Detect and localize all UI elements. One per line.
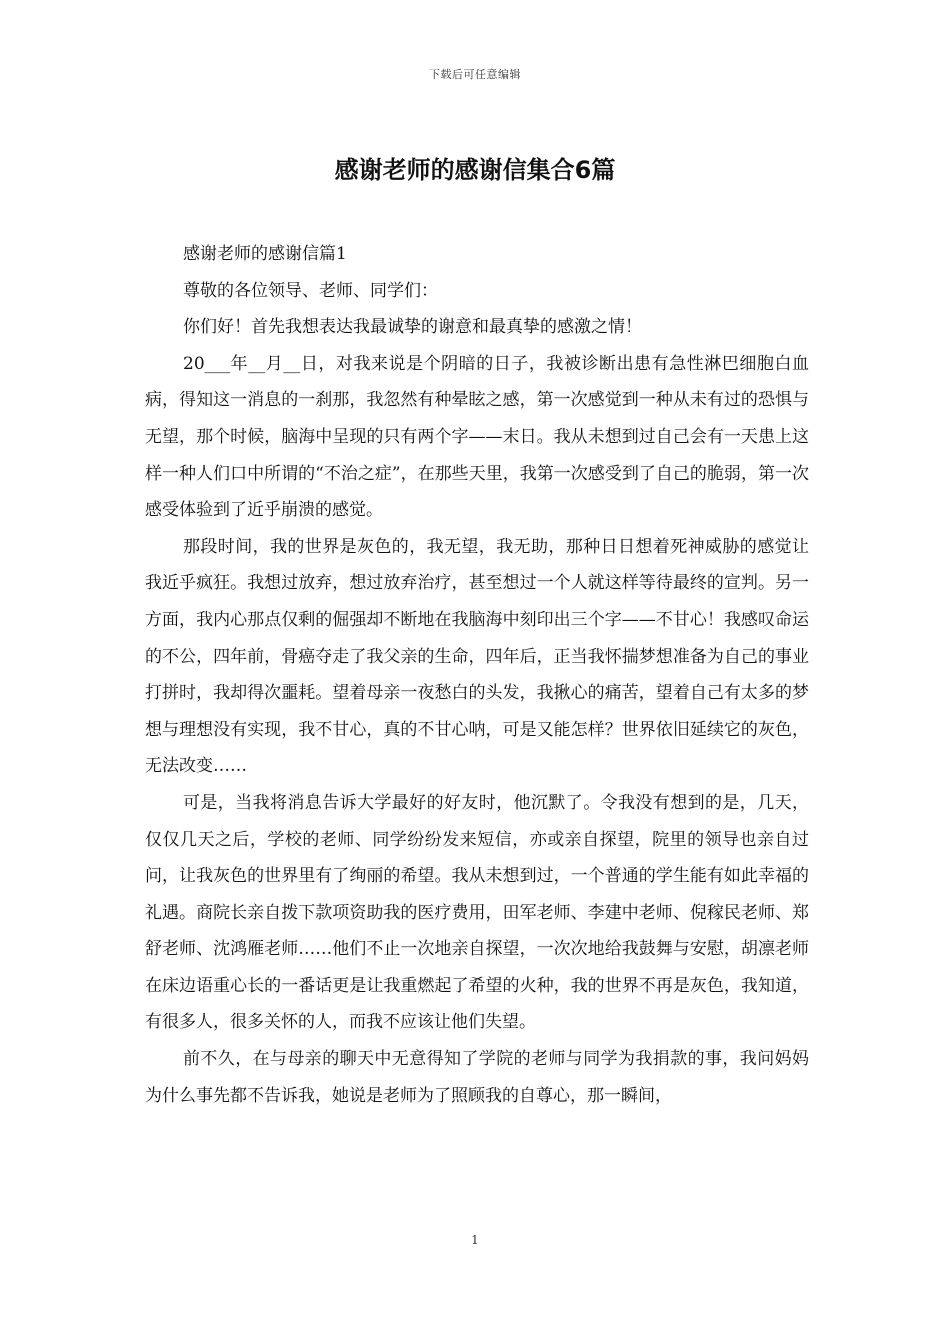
body-paragraph: 前不久，在与母亲的聊天中无意得知了学院的老师与同学为我捐款的事，我问妈妈为什么事先都不告诉我，她说是老师为了照顾我的自尊心，那一瞬间， [145, 1049, 809, 1106]
document-body [145, 236, 809, 1114]
document-title: 感谢老师的感谢信集合6篇 [334, 156, 616, 184]
body-paragraph: 20___年__月__日，对我来说是个阴暗的日子，我被诊断出患有急性淋巴细胞白血病，得知这一消息的一刹那，我忽然有种晕眩之感，第一次感觉到一种从未有过的恐惧与无望，那个时候，脑海中呈现的只有两个字——末日。我从未想到过自己会有一天患上这样一种人们口中所谓的“不治之症”，在那些天里，我第一次感受到了自己的脆弱，第一次感受体验到了近乎崩溃的感觉。 [145, 353, 809, 521]
page-number: 1 [471, 1233, 479, 1247]
body-paragraph: 那段时间，我的世界是灰色的，我无望，我无助，那种日日想着死神威胁的感觉让我近乎疯狂。我想过放弃，想过放弃治疗，甚至想过一个人就这样等待最终的宣判。另一方面，我内心那点仅剩的倔强却不断地在我脑海中刻印出三个字——不甘心！我感叹命运的不公，四年前，骨癌夺走了我父亲的生命，四年后，正当我怀揣梦想准备为自己的事业打拼时，我却得次噩耗。望着母亲一夜愁白的头发，我揪心的痛苦，望着自己有太多的梦想与理想没有实现，我不甘心，真的不甘心呐，可是又能怎样？世界依旧延续它的灰色，无法改变…… [145, 536, 809, 777]
greeting-paragraph: 你们好！首先我想表达我最诚挚的谢意和最真挚的感激之情！ [183, 317, 642, 338]
section-heading: 感谢老师的感谢信篇1 [183, 244, 347, 264]
salutation: 尊敬的各位领导、老师、同学们： [183, 280, 438, 301]
body-paragraph: 可是，当我将消息告诉大学最好的好友时，他沉默了。令我没有想到的是，几天，仅仅几天之后，学校的老师、同学纷纷发来短信，亦或亲自探望，院里的领导也亲自过问，让我灰色的世界里有了绚丽的希望。我从未想到过，一个普通的学生能有如此幸福的礼遇。商院长亲自拨下款项资助我的医疗费用，田军老师、李建中老师、倪稼民老师、郑舒老师、沈鸿雁老师……他们不止一次地亲自探望，一次次地给我鼓舞与安慰，胡凛老师在床边语重心长的一番话更是让我重燃起了希望的火种，我的世界不再是灰色，我知道，有很多人，很多关怀的人，而我不应该让他们失望。 [145, 792, 809, 1033]
page-header-note: 下载后可任意编辑 [429, 68, 521, 81]
